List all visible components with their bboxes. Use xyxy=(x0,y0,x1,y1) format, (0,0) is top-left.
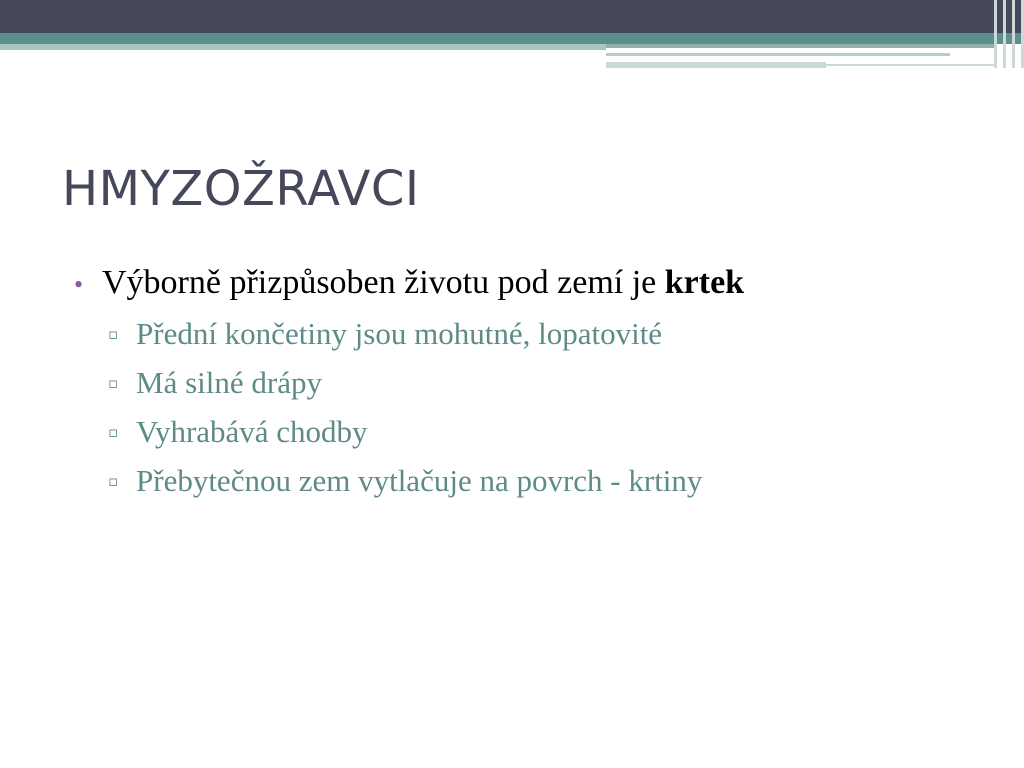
sub-bullet xyxy=(108,459,702,506)
square-bullet-icon: ▫ xyxy=(108,373,119,392)
main-bullet xyxy=(74,261,744,307)
header-accent-line xyxy=(606,53,950,56)
main-bullet-text: Výborně přizpůsoben životu pod zemí je xyxy=(102,264,665,301)
sub-bullet-text: Přední končetiny jsou mohutné, lopatovité xyxy=(136,316,663,351)
sub-bullet-text: Přebytečnou zem vytlačuje na povrch - krtiny xyxy=(136,463,703,498)
square-bullet-icon: ▫ xyxy=(108,324,119,343)
slide-title: HMYZOŽRAVCI xyxy=(62,161,420,217)
header-accent-line xyxy=(606,62,826,68)
header-accent-line xyxy=(826,64,996,66)
header-light-band xyxy=(0,44,606,50)
main-bullet-bold: krtek xyxy=(664,264,745,301)
header-dark-band xyxy=(0,0,1024,33)
square-bullet-icon: ▫ xyxy=(108,422,119,441)
sub-bullet xyxy=(108,312,662,359)
header-stripe xyxy=(1012,0,1015,68)
bullet-dot-icon: • xyxy=(74,270,84,299)
header-stripe xyxy=(994,0,997,68)
sub-bullet xyxy=(108,361,322,408)
header-stripe xyxy=(1003,0,1006,68)
sub-bullet xyxy=(108,410,368,457)
header-teal-band xyxy=(0,33,1024,44)
header-accent-line xyxy=(606,44,996,48)
header-stripes xyxy=(994,0,1024,68)
square-bullet-icon: ▫ xyxy=(108,471,119,490)
sub-bullet-text: Vyhrabává chodby xyxy=(136,414,368,449)
sub-bullet-text: Má silné drápy xyxy=(136,365,322,400)
